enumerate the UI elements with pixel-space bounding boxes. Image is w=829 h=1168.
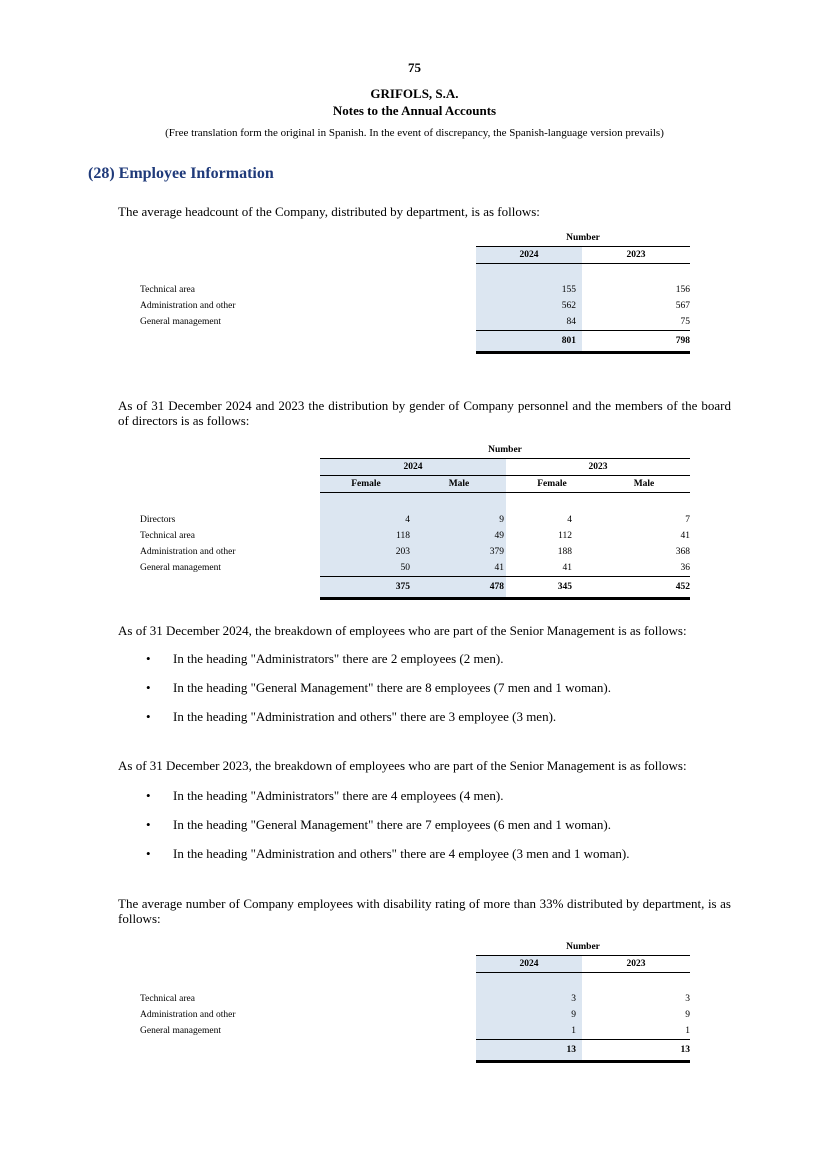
bullet-icon: • <box>146 846 151 861</box>
list-item <box>118 651 731 667</box>
table-total-row <box>140 576 690 598</box>
col-header-male-2023: Male <box>598 476 690 493</box>
list-item-text: In the heading "General Management" there are 8 employees (7 men and 1 woman). <box>173 680 612 695</box>
table-header-row <box>140 956 690 973</box>
bullet-icon: • <box>146 709 151 724</box>
table-header-row <box>140 442 690 459</box>
cell-value: 50 <box>320 560 412 577</box>
headcount-table <box>140 230 690 354</box>
table-row <box>140 1023 690 1040</box>
list-item <box>118 817 731 833</box>
total-value: 452 <box>598 576 690 598</box>
disability-table <box>140 939 690 1063</box>
cell-value: 75 <box>582 314 690 331</box>
group-header: Number <box>476 230 690 247</box>
group-header: Number <box>320 442 690 459</box>
col-header-female-2023: Female <box>506 476 598 493</box>
table-row <box>140 298 690 314</box>
table-total-row <box>140 1039 690 1061</box>
cell-value: 156 <box>675 284 690 295</box>
year-header-2023: 2023 <box>506 459 690 476</box>
bullet-icon: • <box>146 680 151 695</box>
table-row <box>140 512 690 528</box>
bullet-icon: • <box>146 651 151 666</box>
list-item-text: In the heading "Administrators" there are 4 employees (4 men). <box>173 788 504 803</box>
row-label: Administration and other <box>140 546 236 557</box>
cell-value: 4 <box>567 514 572 525</box>
table-header-row <box>140 459 690 476</box>
cell-value: 41 <box>680 530 690 541</box>
cell-value: 155 <box>476 282 582 298</box>
row-label: General management <box>140 1025 221 1036</box>
list-item <box>118 788 731 804</box>
list-item <box>118 680 731 696</box>
cell-value: 4 <box>320 512 412 528</box>
table-header-row <box>140 476 690 493</box>
col-header-2023: 2023 <box>582 956 690 973</box>
table-header-row <box>140 939 690 956</box>
page-number: 75 <box>408 60 421 75</box>
cell-value: 368 <box>675 546 690 557</box>
row-label: Technical area <box>140 993 195 1004</box>
table-header-row <box>140 230 690 247</box>
section-title: (28) Employee Information <box>88 165 274 182</box>
list-item-text: In the heading "Administration and others" there are 4 employee (3 men and 1 woman). <box>173 846 630 861</box>
cell-value: 112 <box>558 530 572 541</box>
row-label: Technical area <box>140 530 195 541</box>
cell-value: 3 <box>476 991 582 1007</box>
disability-intro: The average number of Company employees with disability rating of more than 33% distributed by department, is as follows: <box>118 896 731 926</box>
bullet-icon: • <box>146 817 151 832</box>
col-header-2023: 2023 <box>582 247 690 264</box>
list-item-text: In the heading "Administrators" there are 2 employees (2 men). <box>173 651 504 666</box>
cell-value: 41 <box>412 560 506 577</box>
list-item <box>118 709 731 725</box>
cell-value: 1 <box>476 1023 582 1040</box>
cell-value: 188 <box>557 546 572 557</box>
col-header-2024: 2024 <box>476 956 582 973</box>
document-subtitle: Notes to the Annual Accounts <box>332 103 497 118</box>
row-label: Administration and other <box>140 300 236 311</box>
row-label: General management <box>140 316 221 327</box>
row-label: Technical area <box>140 284 195 295</box>
list-item-text: In the heading "General Management" there are 7 employees (6 men and 1 woman). <box>173 817 612 832</box>
cell-value: 118 <box>320 528 412 544</box>
cell-value: 9 <box>412 512 506 528</box>
total-value: 478 <box>412 576 506 598</box>
table-row <box>140 1007 690 1023</box>
cell-value: 49 <box>412 528 506 544</box>
cell-value: 1 <box>582 1023 690 1040</box>
total-value: 13 <box>476 1039 582 1061</box>
cell-value: 203 <box>320 544 412 560</box>
cell-value: 36 <box>598 560 690 577</box>
cell-value: 41 <box>506 560 598 577</box>
row-label: Directors <box>140 514 176 525</box>
senior-2024-intro: As of 31 December 2024, the breakdown of employees who are part of the Senior Management is as follows: <box>118 623 687 638</box>
table-row <box>140 544 690 560</box>
table-total-row <box>140 330 690 352</box>
cell-value: 9 <box>685 1009 690 1020</box>
col-header-male-2024: Male <box>412 476 506 493</box>
translation-disclaimer: (Free translation form the original in Spanish. In the event of discrepancy, the Spanish-language version prevails) <box>165 127 664 139</box>
gender-table <box>140 442 690 600</box>
cell-value: 7 <box>685 514 690 525</box>
total-value: 345 <box>506 576 598 598</box>
row-label: Administration and other <box>140 1009 236 1020</box>
total-value: 13 <box>582 1039 690 1061</box>
total-value: 798 <box>582 330 690 352</box>
list-item <box>118 846 731 862</box>
col-header-2024: 2024 <box>476 247 582 264</box>
row-label: General management <box>140 562 221 573</box>
cell-value: 562 <box>476 298 582 314</box>
bullet-icon: • <box>146 788 151 803</box>
table-row <box>140 314 690 331</box>
total-value: 375 <box>320 576 412 598</box>
list-item-text: In the heading "Administration and others" there are 3 employee (3 men). <box>173 709 557 724</box>
company-name: GRIFOLS, S.A. <box>370 86 459 101</box>
table-header-row <box>140 247 690 264</box>
group-header: Number <box>476 939 690 956</box>
total-value: 801 <box>476 330 582 352</box>
cell-value: 379 <box>412 544 506 560</box>
cell-value: 3 <box>685 993 690 1004</box>
cell-value: 9 <box>476 1007 582 1023</box>
table-row <box>140 991 690 1007</box>
cell-value: 567 <box>675 300 690 311</box>
cell-value: 84 <box>476 314 582 331</box>
gender-intro: As of 31 December 2024 and 2023 the distribution by gender of Company personnel and the members of the board of directors is as follows: <box>118 398 731 428</box>
table-row <box>140 282 690 298</box>
col-header-female-2024: Female <box>320 476 412 493</box>
senior-2023-intro: As of 31 December 2023, the breakdown of employees who are part of the Senior Management is as follows: <box>118 758 687 773</box>
table-row <box>140 528 690 544</box>
table-row <box>140 560 690 577</box>
year-header-2024: 2024 <box>320 459 506 476</box>
headcount-intro: The average headcount of the Company, distributed by department, is as follows: <box>118 204 540 219</box>
